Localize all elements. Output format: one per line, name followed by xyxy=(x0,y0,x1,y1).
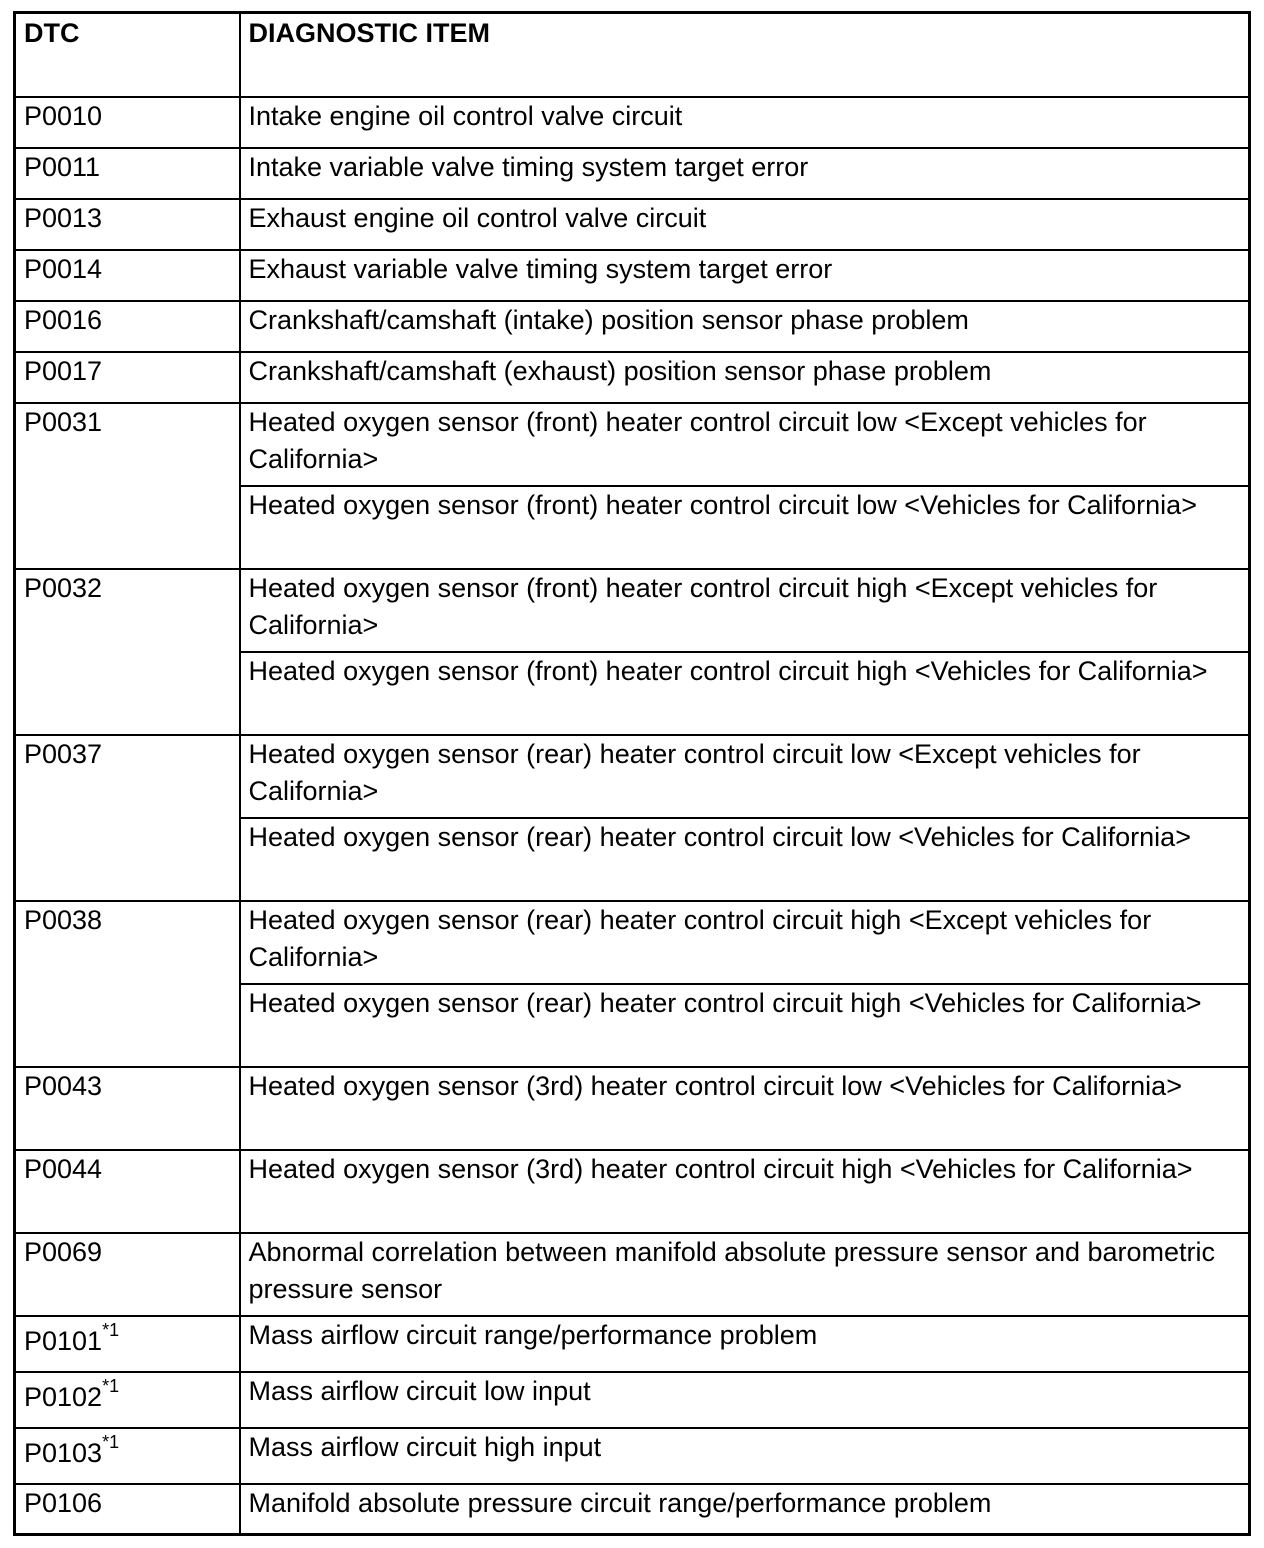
dtc-code: P0102 xyxy=(24,1381,103,1412)
diagnostic-item-cell: Heated oxygen sensor (3rd) heater control circuit high <Vehicles for California> xyxy=(240,1150,1250,1233)
dtc-code-cell xyxy=(15,403,240,569)
diagnostic-item-cell: Exhaust engine oil control valve circuit xyxy=(240,199,1250,250)
diagnostic-item-cell: Heated oxygen sensor (rear) heater control circuit low <Except vehicles for California> xyxy=(240,735,1250,818)
table-row xyxy=(15,569,1250,652)
table-row xyxy=(15,1150,1250,1233)
dtc-code-cell xyxy=(15,352,240,403)
table-body xyxy=(15,97,1250,1535)
dtc-code: P0106 xyxy=(24,1487,103,1518)
diagnostic-item-cell: Heated oxygen sensor (front) heater control circuit low <Vehicles for California> xyxy=(240,486,1250,569)
diagnostic-item-cell: Heated oxygen sensor (rear) heater control circuit high <Except vehicles for California> xyxy=(240,901,1250,984)
dtc-code-cell xyxy=(15,199,240,250)
diagnostic-item-cell: Heated oxygen sensor (front) heater control circuit high <Vehicles for California> xyxy=(240,652,1250,735)
diagnostic-item-cell: Intake engine oil control valve circuit xyxy=(240,97,1250,148)
dtc-code-cell xyxy=(15,1067,240,1150)
dtc-code: P0101 xyxy=(24,1325,103,1356)
dtc-code: P0103 xyxy=(24,1437,103,1468)
table-row xyxy=(15,901,1250,984)
diagnostic-item-cell: Exhaust variable valve timing system target error xyxy=(240,250,1250,301)
table-row xyxy=(15,1372,1250,1428)
dtc-code: P0010 xyxy=(24,100,103,131)
footnote-marker: *1 xyxy=(102,1431,120,1452)
header-row xyxy=(15,13,1250,97)
header-dtc: DTC xyxy=(15,13,240,97)
dtc-code-cell xyxy=(15,1150,240,1233)
table-row xyxy=(15,1067,1250,1150)
dtc-code: P0017 xyxy=(24,355,103,386)
dtc-code-cell xyxy=(15,250,240,301)
dtc-code: P0069 xyxy=(24,1236,103,1267)
diagnostic-item-cell: Heated oxygen sensor (rear) heater control circuit high <Vehicles for California> xyxy=(240,984,1250,1067)
table-row xyxy=(15,735,1250,818)
dtc-code-cell xyxy=(15,901,240,1067)
table-row xyxy=(15,1316,1250,1372)
dtc-code-cell xyxy=(15,735,240,901)
dtc-code-cell xyxy=(15,1484,240,1535)
table-row xyxy=(15,148,1250,199)
diagnostic-item-cell: Intake variable valve timing system target error xyxy=(240,148,1250,199)
dtc-code-cell xyxy=(15,1233,240,1316)
table-header xyxy=(15,13,1250,97)
table-row xyxy=(15,352,1250,403)
diagnostic-item-cell: Crankshaft/camshaft (intake) position sensor phase problem xyxy=(240,301,1250,352)
table-row xyxy=(15,1484,1250,1535)
dtc-code: P0013 xyxy=(24,202,103,233)
dtc-code: P0011 xyxy=(24,151,101,182)
footnote-marker: *1 xyxy=(102,1375,120,1396)
table-row xyxy=(15,97,1250,148)
diagnostic-item-cell: Heated oxygen sensor (3rd) heater control circuit low <Vehicles for California> xyxy=(240,1067,1250,1150)
diagnostic-item-cell: Manifold absolute pressure circuit range/performance problem xyxy=(240,1484,1250,1535)
dtc-code: P0037 xyxy=(24,738,103,769)
diagnostic-item-cell: Crankshaft/camshaft (exhaust) position sensor phase problem xyxy=(240,352,1250,403)
footnote-marker: *1 xyxy=(102,1319,120,1340)
dtc-code: P0031 xyxy=(24,406,103,437)
header-diagnostic-item: DIAGNOSTIC ITEM xyxy=(240,13,1250,97)
dtc-code: P0043 xyxy=(24,1070,103,1101)
diagnostic-item-cell: Mass airflow circuit high input xyxy=(240,1428,1250,1484)
dtc-code-cell xyxy=(15,1428,240,1484)
diagnostic-item-cell: Abnormal correlation between manifold absolute pressure sensor and barometric pressure sensor xyxy=(240,1233,1250,1316)
table-row xyxy=(15,1428,1250,1484)
diagnostic-item-cell: Heated oxygen sensor (front) heater control circuit low <Except vehicles for California> xyxy=(240,403,1250,486)
dtc-code-cell xyxy=(15,569,240,735)
dtc-code-cell xyxy=(15,97,240,148)
dtc-code: P0014 xyxy=(24,253,103,284)
dtc-code-cell xyxy=(15,301,240,352)
diagnostic-item-cell: Mass airflow circuit range/performance problem xyxy=(240,1316,1250,1372)
diagnostic-item-cell: Heated oxygen sensor (rear) heater control circuit low <Vehicles for California> xyxy=(240,818,1250,901)
dtc-code-cell xyxy=(15,1316,240,1372)
dtc-table xyxy=(13,11,1251,1536)
diagnostic-item-cell: Heated oxygen sensor (front) heater control circuit high <Except vehicles for California> xyxy=(240,569,1250,652)
diagnostic-item-cell: Mass airflow circuit low input xyxy=(240,1372,1250,1428)
dtc-code: P0016 xyxy=(24,304,103,335)
dtc-code: P0044 xyxy=(24,1153,103,1184)
dtc-code-cell xyxy=(15,1372,240,1428)
table-row xyxy=(15,199,1250,250)
dtc-code: P0038 xyxy=(24,904,103,935)
dtc-code: P0032 xyxy=(24,572,103,603)
dtc-code-cell xyxy=(15,148,240,199)
table-row xyxy=(15,301,1250,352)
table-row xyxy=(15,1233,1250,1316)
table-row xyxy=(15,403,1250,486)
table-row xyxy=(15,250,1250,301)
